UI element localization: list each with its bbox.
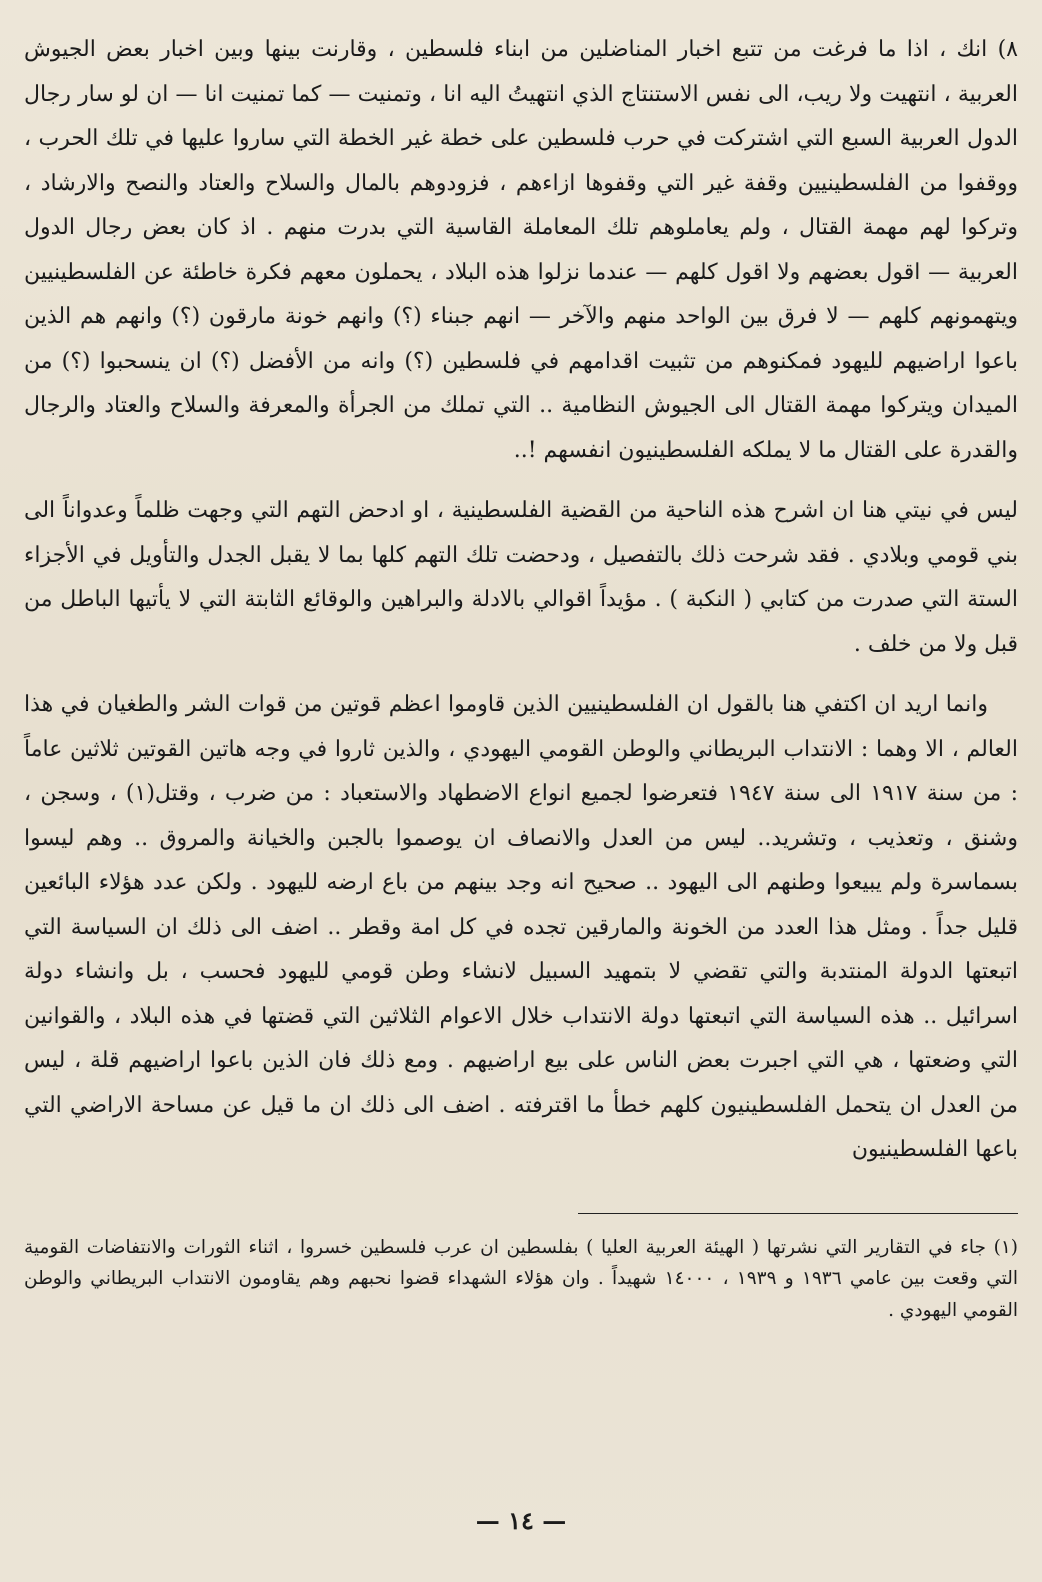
footnote-separator (578, 1213, 1018, 1214)
footnote: (١) جاء في التقارير التي نشرتها ( الهيئة العربية العليا ) بفلسطين ان عرب فلسطين خسروا ، اثناء الثورات والانتفاضات القومية التي وقعت بين عامي ١٩٣٦ و ١٩٣٩ ، ١٤٠٠٠ شهيداً . وان هؤلاء الشهداء قضوا نحبهم وهم يقاومون الانتداب البريطاني والوطن القومي اليهودي . (24, 1236, 1018, 1321)
paragraph-3: وانما اريد ان اكتفي هنا بالقول ان الفلسطينيين الذين قاوموا اعظم قوتين من قوات الشر والطغيان في هذا العالم ، الا وهما : الانتداب البريطاني والوطن القومي اليهودي ، والذين ثاروا في وجه هاتين القوتين ثلاثين عاماً : من سنة ١٩١٧ الى سنة ١٩٤٧ فتعرضوا لجميع انواع الاضطهاد والاستعباد : من ضرب ، وقتل(١) ، وسجن ، وشنق ، وتعذيب ، وتشريد.. ليس من العدل والانصاف ان يوصموا بالجبن والخيانة والمروق .. وهم ليسوا بسماسرة ولم يبيعوا وطنهم الى اليهود .. صحيح انه وجد بينهم من باع ارضه لليهود . ولكن عدد هؤلاء البائعين قليل جداً . ومثل هذا العدد من الخونة والمارقين تجده في كل امة وقطر .. اضف الى ذلك ان السياسة التي اتبعتها الدولة المنتدبة والتي تقضي لا بتمهيد السبيل لانشاء وطن قومي لليهود فحسب ، بل وانشاء دولة اسرائيل .. هذه السياسة التي اتبعتها دولة الانتداب خلال الاعوام الثلاثين التي قضتها في هذه البلاد ، والقوانين التي وضعتها ، هي التي اجبرت بعض الناس على بيع اراضيهم . ومع ذلك فان الذين باعوا اراضيهم قلة ، ليس من العدل ان يتحمل الفلسطينيون كلهم خطأ ما اقترفته . اضف الى ذلك ان ما قيل عن مساحة الاراضي التي باعها الفلسطينيون (24, 692, 1018, 1162)
body-text (24, 28, 1018, 1173)
paragraph-2: ليس في نيتي هنا ان اشرح هذه الناحية من القضية الفلسطينية ، او ادحض التهم التي وجهت ظلماً وعدواناً الى بني قومي وبلادي . فقد شرحت ذلك بالتفصيل ، ودحضت تلك التهم كلها بما لا يقبل الجدل والتأويل في الأجزاء الستة التي صدرت من كتابي ( النكبة ) . مؤيداً اقوالي بالادلة والبراهين والوقائع الثابتة التي لا يأتيها الباطل من قبل ولا من خلف . (24, 498, 1018, 657)
paragraph-1: ٨) انك ، اذا ما فرغت من تتبع اخبار المناضلين من ابناء فلسطين ، وقارنت بينها وبين اخبار بعض الجيوش العربية ، انتهيت ولا ريب، الى نفس الاستنتاج الذي انتهيتُ اليه انا ، وتمنيت — كما تمنيت انا — ان لو سار رجال الدول العربية السبع التي اشتركت في حرب فلسطين على خطة غير الخطة التي ساروا عليها في تلك الحرب ، ووقفوا من الفلسطينيين وقفة غير التي وقفوها ازاءهم ، فزودوهم بالمال والسلاح والعتاد والنصح والارشاد ، وتركوا لهم مهمة القتال ، ولم يعاملوهم تلك المعاملة القاسية التي بدرت منهم . اذ كان بعض رجال الدول العربية — اقول بعضهم ولا اقول كلهم — عندما نزلوا هذه البلاد ، يحملون معهم فكرة خاطئة عن الفلسطينيين ويتهمونهم كلهم — لا فرق بين الواحد منهم والآخر — انهم جبناء (؟) وانهم خونة مارقون (؟) وانهم هم الذين باعوا اراضيهم لليهود فمكنوهم من تثبيت اقدامهم في فلسطين (؟) وانه من الأفضل (؟) ان ينسحبوا (؟) من الميدان ويتركوا مهمة القتال الى الجيوش النظامية .. التي تملك من الجرأة والمعرفة والسلاح والعتاد والرجال والقدرة على القتال ما لا يملكه الفلسطينيون انفسهم !.. (24, 37, 1018, 463)
page-number: — ١٤ — (475, 1506, 567, 1535)
